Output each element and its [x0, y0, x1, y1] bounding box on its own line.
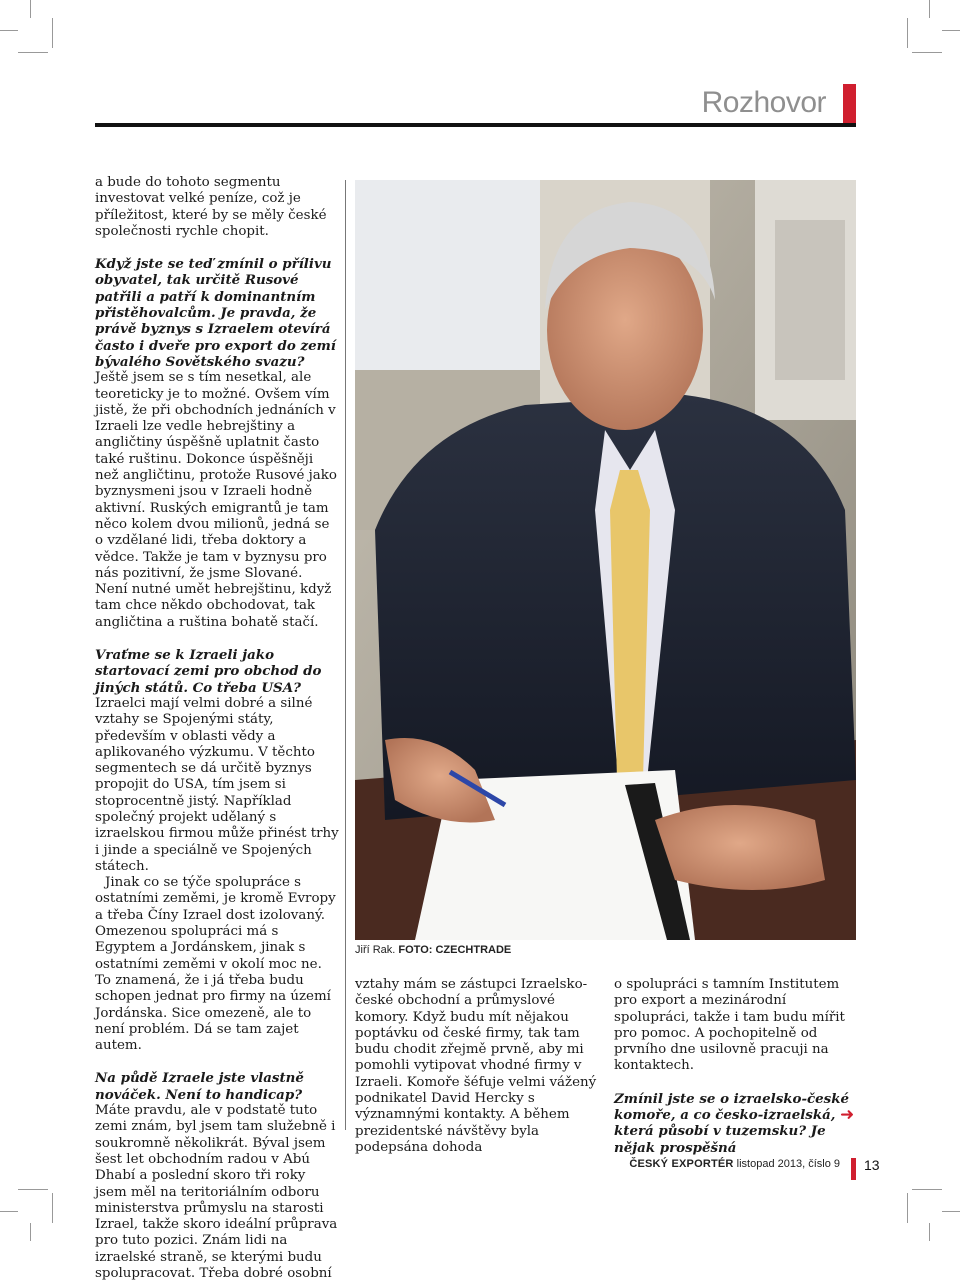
footer	[629, 1158, 840, 1170]
article-column-1	[95, 175, 339, 1282]
paragraph: vztahy mám se zástupci Izraelsko-české obchodní a průmyslové komory. Když budu mít nějakou poptávku od české firmy, tak tam budu chodit zřejmě prvně, aby mi pomohli vytipovat vhodné firmy v Izraeli. Komoře šéfuje velmi vážený podnikatel David Hercky s významnými kontakty. A během prezidentské návštěvy byla podepsána dohoda	[355, 977, 597, 1155]
crop-mark	[30, 1223, 31, 1241]
answer: Jinak co se týče spolupráce s ostatními zeměmi, je kromě Evropy a třeba Číny Izrael dost izolovaný. Omezenou spolupráci má s Egyptem a Jordánskem, jinak s ostatními zeměmi v okolí moc ne. To znamená, že i já třeba budu schopen jednat pro firmy na území Jordánska. Sice omezeně, ale to není problém. Dá se tam zajet autem.	[95, 875, 336, 1054]
crop-mark	[52, 1193, 53, 1223]
footer-marker	[851, 1158, 856, 1180]
crop-mark	[52, 18, 53, 48]
question: Vraťme se k Izraeli jako startovací zemi pro obchod do jiných států. Co třeba USA?	[95, 647, 322, 696]
crop-mark	[30, 0, 31, 18]
question: Na půdě Izraele jste vlastně nováček. Není to handicap?	[95, 1070, 304, 1103]
answer: Ještě jsem se s tím nesetkal, ale teoreticky je to možné. Ovšem vím jistě, že při obchodních jednáních v Izraeli lze vedle hebrejštiny a angličtiny úspěšně uplatnit často také ruštinu. Dokonce úspěšněji než angličtinu, protože Rusové jako byznysmeni jsou v Izraeli hodně aktivní. Ruských emigrantů je tam něco kolem dvou milionů, jedná se o vzdělané lidi, třeba doktory a vědce. Takže je tam v byznysu pro nás pozitivní, že jsme Slované. Není nutné umět hebrejštinu, když tam chce někdo obchodovat, tak angličtina a ruština bohatě stačí.	[95, 370, 337, 630]
issue-info: listopad 2013, číslo 9	[736, 1158, 840, 1170]
caption-name: Jiří Rak.	[355, 944, 396, 956]
crop-mark	[929, 0, 930, 18]
arrow-right-icon: ➜	[840, 1105, 855, 1125]
crop-mark	[18, 52, 48, 53]
crop-mark	[929, 1223, 930, 1241]
crop-mark	[942, 30, 960, 31]
column-divider	[345, 180, 346, 1130]
question: Když jste se teď zmínil o přílivu obyvatel, tak určitě Rusové patřili a patří k dominantním přistěhovalcům. Je pravda, že právě byznys s Izraelem otevírá často i dveře pro export do zemí bývalého Sovětského svazu?	[95, 256, 336, 370]
crop-mark	[0, 30, 18, 31]
photo-caption	[355, 944, 511, 956]
crop-mark	[907, 18, 908, 48]
answer: Máte pravdu, ale v podstatě tuto zemi znám, byl jsem tam služebně i soukromně několikrát. Býval jsem šest let obchodním radou v Abú Dhabí a poslední skoro tři roky jsem měl na teritoriálním odboru ministerstva průmyslu na starosti Izrael, takže skoro ideální průprava pro tuto pozici. Znám lidi na izraelské straně, se kterými budu spolupracovat. Třeba dobré osobní	[95, 1103, 338, 1281]
crop-mark	[0, 1211, 18, 1212]
article-column-3	[614, 977, 856, 1156]
question: Zmínil jste se o izraelsko-české komoře, a co česko-izraelská, která působí v tuzemsku? Je nějak prospěšná	[614, 1090, 850, 1156]
crop-mark	[942, 1211, 960, 1212]
article-photo	[355, 180, 856, 940]
magazine-name: ČESKÝ EXPORTÉR	[629, 1158, 734, 1170]
section-title: Rozhovor	[701, 86, 826, 119]
paragraph: o spolupráci s tamním Institutem pro export a mezinárodní spolupráci, takže i tam budu mířit pro pomoc. A pochopitelně od prvního dne usilovně pracuji na kontaktech.	[614, 977, 845, 1074]
photo-illustration	[355, 180, 856, 940]
section-marker	[843, 84, 856, 126]
answer: Izraelci mají velmi dobré a silné vztahy se Spojenými státy, především v oblasti vědy a aplikovaného výzkumu. V těchto segmentech se dá určitě byznys propojit do USA, tím jsem si stoprocentně jistý. Například společný projekt udělaný s izraelskou firmou může přinést trhy i jinde a speciálně ve Spojených státech.	[95, 695, 339, 874]
caption-credit: FOTO: CZECHTRADE	[398, 944, 512, 956]
header-rule	[95, 123, 856, 127]
paragraph: a bude do tohoto segmentu investovat velké peníze, což je příležitost, které by se měly české společnosti rychle chopit.	[95, 175, 327, 239]
page-number: 13	[864, 1157, 880, 1173]
crop-mark	[912, 52, 942, 53]
crop-mark	[912, 1189, 942, 1190]
crop-mark	[18, 1189, 48, 1190]
crop-mark	[907, 1193, 908, 1223]
article-column-2	[355, 977, 599, 1156]
